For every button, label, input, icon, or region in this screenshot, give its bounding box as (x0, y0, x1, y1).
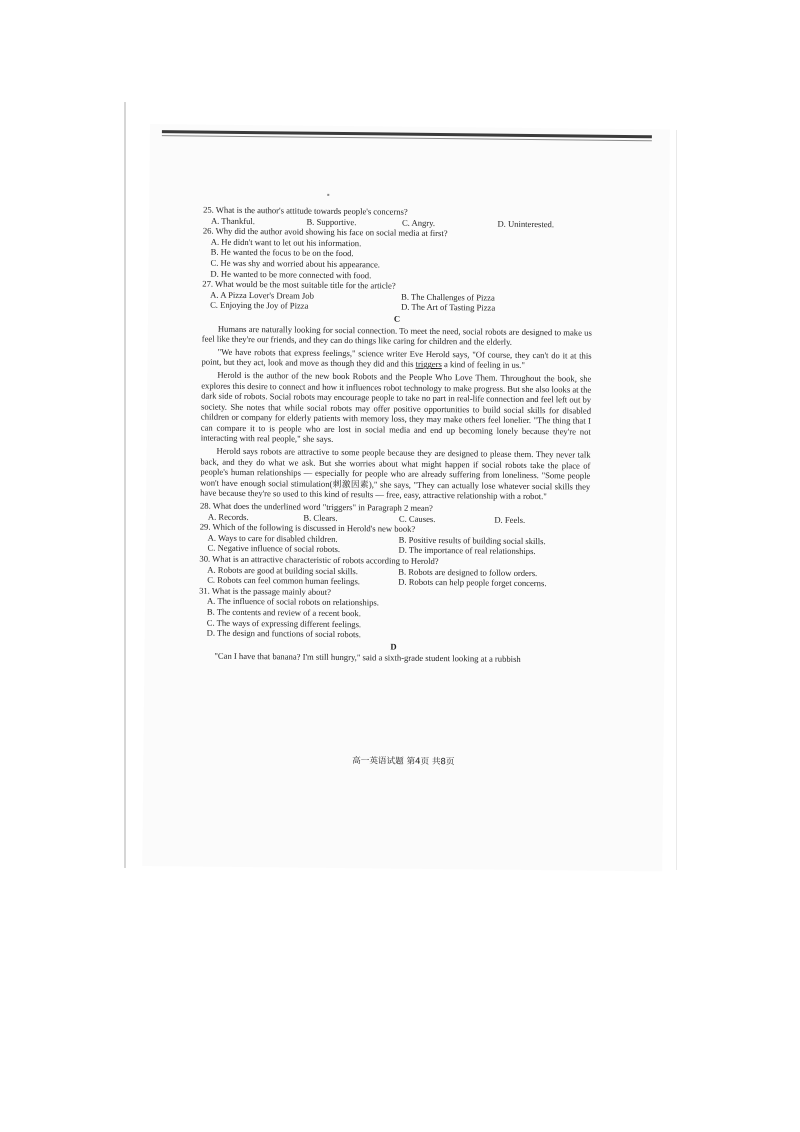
passage-c-paragraph-4: Herold says robots are attractive to some people because they are designed to please them. They never talk back, and they do what we ask. But she worries about what might happen if social robots take the place of people's human relationships — especially for people who are already suffering from loneliness. "Some people won't have enough social stimulation(刺激因素)," she says, "They can actually lose whatever social skills they have because they're so used to this kind of results — free, easy, attractive relationship with a robot." (200, 445, 591, 502)
option: C. Enjoying the Joy of Pizza (210, 299, 309, 312)
scan-speck (327, 194, 329, 196)
question-27: 27. What would be the most suitable title for the article? (202, 278, 396, 291)
option: D. He wanted to be more connected with food. (210, 268, 372, 280)
option: A. He didn't want to let out his information. (210, 236, 362, 248)
option: C. Angry. (401, 217, 436, 228)
option: C. He was shy and worried about his appearance. (210, 257, 381, 270)
option: D. Feels. (494, 514, 526, 525)
passage-c-paragraph-3: Herold is the author of the new book Robots and the People Who Love Them. Throughout the book, she explores this desire to connect and how it influences robot technology to make progress. But she also looks at the dark side of robots. Social robots may encourage people to take no part in real-life connection and feel left out by society. She notes that while social robots may offer positive opportunities to build social skills for disabled children or company for elderly patients with memory loss, they may make others feel lonelier. "The thing that I can compare it to is people who are lost in social media and end up becoming lonely because they're not interacting with real people," she says. (200, 369, 592, 445)
option: D. The importance of real relationships. (398, 545, 536, 557)
option: B. Supportive. (306, 216, 357, 227)
passage-c-paragraph-1: Humans are naturally looking for social connection. To meet the need, social robots are designed to make us feel like they're our friends, and they can do things like caring for children and the elderly. (201, 323, 592, 347)
option: C. Negative influence of social robots. (207, 543, 341, 555)
question-26: 26. Why did the author avoid showing his face on social media at first? (202, 225, 448, 239)
option: B. The contents and review of a recent book. (206, 606, 361, 619)
option: B. Robots are designed to follow orders. (398, 566, 538, 578)
options-27 (202, 289, 592, 314)
question-25: 25. What is the author's attitude towards people's concerns? (203, 204, 408, 217)
question-30: 30. What is an attractive characteristic of robots according to Herold? (199, 553, 439, 567)
scan-edge (124, 102, 126, 868)
option: B. He wanted the focus to be on the food. (210, 247, 354, 259)
option: C. Causes. (398, 513, 436, 524)
scan-edge (676, 130, 677, 870)
option: C. Robots can feel common human feelings. (207, 574, 361, 587)
question-31: 31. What is the passage mainly about? (199, 585, 331, 597)
option: B. The Challenges of Pizza (401, 291, 495, 303)
option: D. Uninterested. (497, 218, 555, 229)
exam-page (142, 124, 670, 871)
option: D. The design and functions of social robots. (206, 627, 361, 640)
paragraph-text: "We have robots that express feelings," science writer Eve Herold says, "Of course, they can't do it at this point, but they act, look and move as though they did and this (201, 346, 592, 370)
option: D. The Art of Tasting Pizza (401, 301, 496, 313)
option: A. Ways to care for disabled children. (207, 532, 338, 544)
option: B. Clears. (303, 512, 338, 523)
option: A. A Pizza Lover's Dream Job (210, 289, 314, 301)
paragraph-text: a kind of feeling in us." (441, 359, 525, 371)
option: A. The influence of social robots on relationships. (206, 595, 379, 608)
page-content (198, 205, 593, 668)
section-d-heading: D (390, 641, 397, 652)
option: A. Records. (207, 511, 249, 522)
option: B. Positive results of building social skills. (398, 534, 546, 546)
option: A. Thankful. (210, 215, 256, 226)
question-29: 29. Which of the following is discussed in Herold's new book? (199, 521, 416, 535)
option: A. Robots are good at building social skills. (207, 564, 359, 576)
passage-d-start: "Can I have that banana? I'm still hungry," said a sixth-grade student looking at a rubbish (214, 651, 521, 665)
underlined-word: triggers (415, 359, 442, 370)
page-footer: 高一英语试题 第4页 共8页 (352, 756, 455, 768)
question-28: 28. What does the underlined word "triggers" in Paragraph 2 mean? (199, 500, 433, 514)
section-c-heading: C (393, 313, 401, 324)
option: C. The ways of expressing different feelings. (206, 617, 362, 629)
passage-c-paragraph-2 (201, 346, 591, 371)
option: D. Robots can help people forget concerns. (398, 576, 547, 589)
